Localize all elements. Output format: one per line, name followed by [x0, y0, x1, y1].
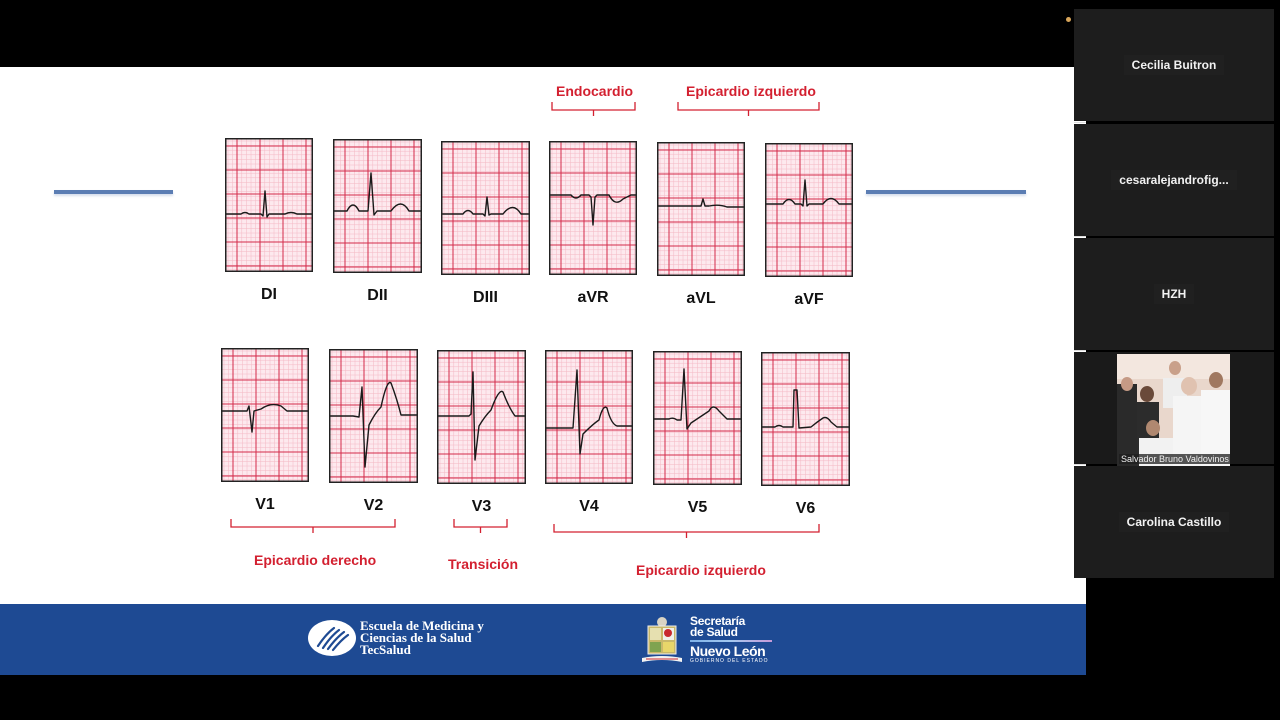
- ecg-strip: [761, 352, 850, 486]
- nl-divider: [690, 640, 772, 642]
- tile-separator: [1074, 464, 1086, 465]
- lead-label: V6: [795, 500, 816, 517]
- bracket-icon: [553, 520, 820, 544]
- region-label: Epicardio izquierdo: [636, 562, 766, 578]
- tile-separator: [1074, 122, 1086, 123]
- ecg-strip: [653, 351, 742, 485]
- ecg-lead-avl: [657, 142, 745, 276]
- bracket-icon: [551, 102, 636, 126]
- participant-tile-4[interactable]: [1074, 466, 1274, 578]
- ecg-strip: [545, 350, 633, 484]
- ecg-strip: [765, 143, 853, 277]
- lead-label: V1: [255, 496, 275, 513]
- tecsalud-emblem-icon: [308, 620, 356, 656]
- participant-name: cesaralejandrofig...: [1111, 170, 1236, 190]
- decorative-line-right: [866, 190, 1026, 194]
- participant-tile-1[interactable]: [1074, 124, 1274, 236]
- participant-tile-2[interactable]: [1074, 238, 1274, 350]
- ecg-lead-v4: [545, 350, 633, 484]
- participant-tile-3[interactable]: [1074, 352, 1274, 464]
- tile-separator: [1074, 236, 1086, 237]
- ecg-strip: [329, 349, 418, 483]
- nuevo-leon-logo: [640, 616, 772, 664]
- lead-label: DIII: [473, 289, 498, 306]
- nl-line3: Nuevo León: [690, 643, 766, 659]
- tile-separator: [1074, 350, 1086, 351]
- ecg-strip: [437, 350, 526, 484]
- ecg-lead-v2: [329, 349, 418, 483]
- nl-line2: de Salud: [690, 625, 738, 639]
- ecg-strip: [549, 141, 637, 275]
- ecg-strip: [333, 139, 422, 273]
- participant-name: Cecilia Buitron: [1124, 55, 1225, 75]
- tecsalud-logo: [308, 620, 484, 656]
- region-label: Transición: [448, 556, 519, 572]
- video-feed-group-photo: [1117, 354, 1230, 466]
- ecg-lead-v3: [437, 350, 526, 484]
- tecsalud-line1: Escuela de Medicina y: [360, 618, 484, 633]
- ecg-strip: [221, 348, 309, 482]
- ecg-strip: [657, 142, 745, 276]
- lead-label: DII: [367, 287, 388, 304]
- nl-line4: GOBIERNO DEL ESTADO: [690, 658, 769, 664]
- coat-of-arms-icon: [640, 616, 684, 664]
- lead-label: DI: [261, 286, 277, 303]
- lead-label: aVF: [794, 291, 824, 308]
- lead-label: V4: [579, 498, 599, 515]
- ecg-lead-v1: [221, 348, 309, 482]
- participant-tile-0[interactable]: [1074, 9, 1274, 121]
- lead-label: aVR: [577, 289, 609, 306]
- participant-name: HZH: [1154, 284, 1195, 304]
- ecg-lead-di: [225, 138, 313, 272]
- lead-label: V5: [687, 499, 708, 516]
- decorative-line-left: [54, 190, 173, 194]
- region-label: Endocardio: [556, 83, 634, 99]
- participant-video: [1117, 354, 1230, 466]
- presentation-slide: [0, 67, 1086, 675]
- ecg-strip: [225, 138, 313, 272]
- region-label: Epicardio derecho: [254, 552, 377, 568]
- lead-label: aVL: [686, 290, 716, 307]
- bracket-icon: [230, 515, 396, 539]
- tecsalud-line3: TecSalud: [360, 642, 411, 657]
- participant-name: Salvador Bruno Valdovinos: [1121, 454, 1229, 464]
- bracket-icon: [453, 515, 508, 539]
- ecg-lead-diii: [441, 141, 530, 275]
- ecg-lead-v5: [653, 351, 742, 485]
- nl-line1: Secretaría: [690, 614, 746, 628]
- lead-label: V2: [363, 497, 384, 514]
- ecg-lead-v6: [761, 352, 850, 486]
- ecg-lead-avf: [765, 143, 853, 277]
- ecg-lead-dii: [333, 139, 422, 273]
- tecsalud-line2: Ciencias de la Salud: [360, 630, 472, 645]
- region-label: Epicardio izquierdo: [686, 83, 816, 99]
- lead-label: V3: [471, 498, 492, 515]
- ecg-strip: [441, 141, 530, 275]
- bracket-icon: [677, 102, 820, 126]
- participant-name: Carolina Castillo: [1119, 512, 1230, 532]
- recording-indicator-icon: [1066, 17, 1071, 22]
- slide-footer: [0, 604, 1086, 675]
- ecg-lead-avr: [549, 141, 637, 275]
